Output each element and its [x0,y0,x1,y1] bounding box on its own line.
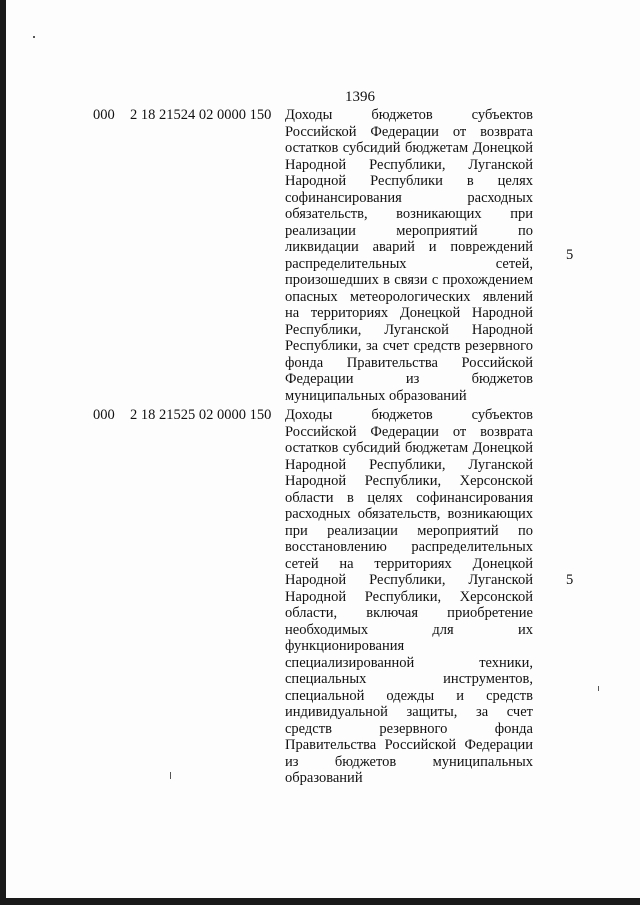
scan-speck [33,36,35,38]
scan-speck [598,686,599,691]
row-description: Доходы бюджетов субъектов Российской Федерации от возврата остатков субсидий бюджетам Донецкой Народной Республики, Луганской Народной Республики, Херсонской области в целях софинансирования расходных обязательств, возникающих при реализации мероприятий по восстановлению распределительных сетей на территориях Донецкой Народной Республики, Луганской Народной Республики, Херсонской области, включая приобретение необходимых для их функционирования специализированной техники, специальных инструментов, специальной одежды и средств индивидуальной защиты, за счет средств резервного фонда Правительства Российской Федерации из бюджетов муниципальных образований [285,407,533,786]
scan-speck [170,772,171,779]
row-code: 000 [93,407,115,423]
row-value: 5 [566,247,574,263]
row-value: 5 [566,572,574,588]
row-description: Доходы бюджетов субъектов Российской Федерации от возврата остатков субсидий бюджетам Донецкой Народной Республики, Луганской Народной Республики в целях софинансирования расходных обязательств, возникающих при реализации мероприятий по ликвидации аварий и повреждений распределительных сетей, произошедших в связи с прохождением опасных метеорологических явлений на территориях Донецкой Народной Республики, Луганской Народной Республики, за счет средств резервного фонда Правительства Российской Федерации из бюджетов муниципальных образований [285,107,533,404]
scan-left-edge [0,0,6,905]
page-number: 1396 [345,89,375,105]
scan-bottom-edge [0,898,640,905]
row-code: 000 [93,107,115,123]
row-kbk: 2 18 21525 02 0000 150 [130,407,272,423]
row-kbk: 2 18 21524 02 0000 150 [130,107,272,123]
